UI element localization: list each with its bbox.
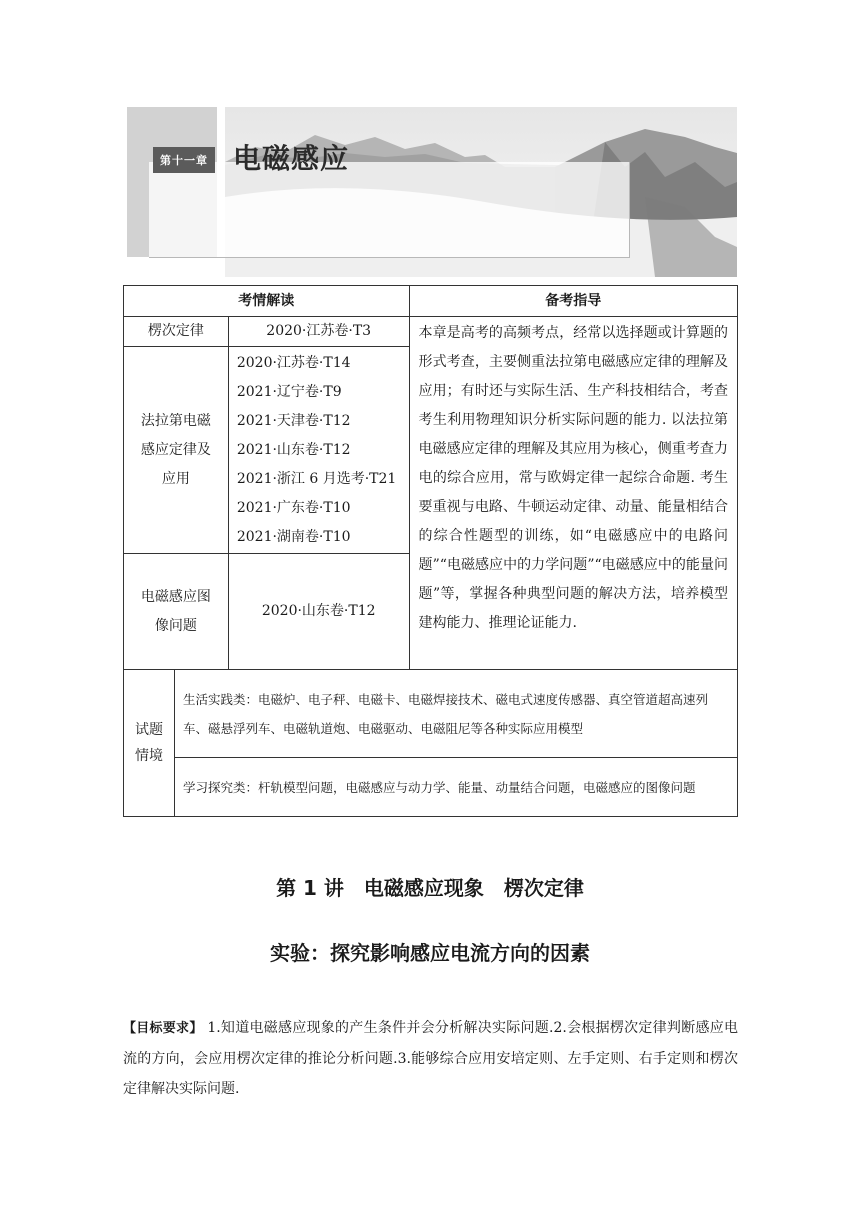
source-item: 2021·广东卷·T10 xyxy=(236,499,351,516)
chapter-badge: 第十一章 xyxy=(153,147,215,173)
scenario-label: 试题情境 xyxy=(124,670,175,817)
topic-source-list xyxy=(228,347,409,554)
source-item: 2021·山东卷·T12 xyxy=(236,441,351,458)
lecture-title: 第 1 讲 电磁感应现象 楞次定律 xyxy=(276,876,584,900)
scenario-life-practice: 生活实践类：电磁炉、电子秤、电磁卡、电磁焊接技术、磁电式速度传感器、真空管道超高速列车、磁悬浮列车、电磁轨道炮、电磁驱动、电磁阻尼等各种实际应用模型 xyxy=(174,670,737,758)
topic-source: 2020·江苏卷·T3 xyxy=(228,317,409,347)
source-item: 2021·浙江 6 月选考·T21 xyxy=(236,470,397,487)
banner-title-panel xyxy=(149,162,630,258)
topic-source: 2020·山东卷·T12 xyxy=(228,554,409,670)
prep-guide-text: 本章是高考的高频考点，经常以选择题或计算题的形式考查，主要侧重法拉第电磁感应定律的理解及应用；有时还与实际生活、生产科技相结合，考查考生利用物理知识分析实际问题的能力. 以法拉第电磁感应定律的理解及其应用为核心，侧重考查力电的综合应用，常与欧姆定律一起综合命题. 考生要重视与电路、牛顿运动定律、动量、能量相结合的综合性题型的训练，如“电磁感应中的电路问题”“电磁感应中的力学问题”“电磁感应中的能量问题”等，掌握各种典型问题的解决方法，培养模型建构能力、推理论证能力. xyxy=(409,317,737,670)
learning-goals xyxy=(123,1013,738,1104)
source-item: 2020·江苏卷·T14 xyxy=(236,354,351,371)
source-item: 2021·辽宁卷·T9 xyxy=(236,383,342,400)
header-prep-guide: 备考指导 xyxy=(409,286,737,317)
exam-analysis-table xyxy=(123,285,738,817)
source-item: 2021·湖南卷·T10 xyxy=(236,528,351,545)
goals-label: 【目标要求】 xyxy=(123,1021,203,1036)
source-item: 2021·天津卷·T12 xyxy=(236,412,351,429)
scenario-learning-inquiry: 学习探究类：杆轨模型问题，电磁感应与动力学、能量、动量结合问题，电磁感应的图像问题 xyxy=(174,758,737,817)
experiment-title: 实验：探究影响感应电流方向的因素 xyxy=(270,941,590,965)
topic-name: 法拉第电磁感应定律及应用 xyxy=(124,347,229,554)
topic-name: 电磁感应图像问题 xyxy=(124,554,229,670)
chapter-title: 电磁感应 xyxy=(233,142,350,175)
goals-text: 1.知道电磁感应现象的产生条件并会分析解决实际问题.2.会根据楞次定律判断感应电流的方向，会应用楞次定律的推论分析问题.3.能够综合应用安培定则、左手定则、右手定则和楞次定律解决实际问题. xyxy=(123,1020,738,1097)
topic-name: 楞次定律 xyxy=(124,317,229,347)
chapter-banner xyxy=(127,107,737,277)
header-exam-analysis: 考情解读 xyxy=(124,286,410,317)
